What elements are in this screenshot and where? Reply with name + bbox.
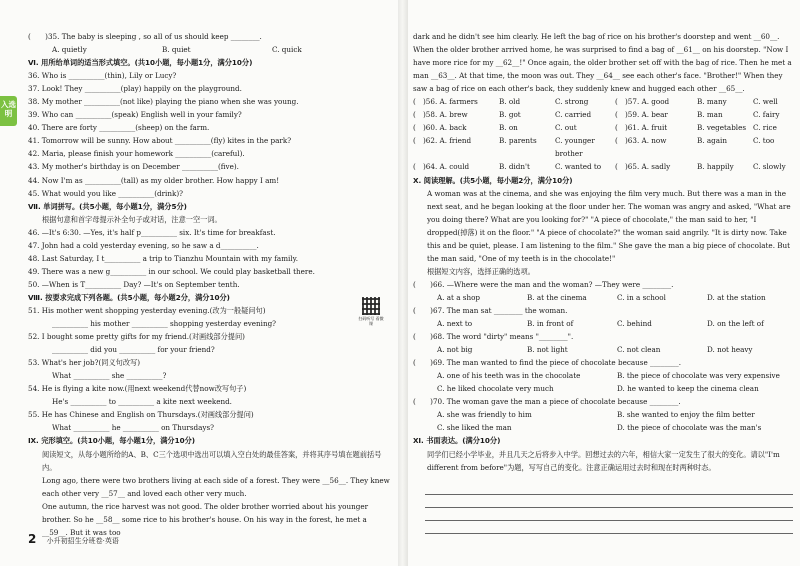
question-69-options-cd (413, 382, 793, 395)
choice: ( )58. A. brew (413, 110, 468, 120)
choice: C. out (555, 123, 577, 133)
question-70-options-cd (413, 421, 793, 434)
choice: ( )57. A. good (615, 97, 670, 107)
option: B. she wanted to enjoy the film better (617, 410, 755, 420)
question-66-options (413, 291, 793, 304)
option: C. she liked the man (437, 423, 512, 433)
question-67-options (413, 317, 793, 330)
cloze-paragraph-3: dark and he didn't see him clearly. He left the bag of rice on his brother's doorstep and went __60__. When the older brother arrived home, he was surprised to find a bag of __61__ on his doorstep. "Now I have more rice for my __62__!" Once again, the older brother set off with the bag of rice. Then he met a man __63__. At that time, the moon was out. They __64__ see each other's face. "Brother!" When they saw a bag of rice on each other's back, they suddenly knew and hugged each other __65__. (413, 32, 792, 94)
option: D. not heavy (707, 345, 753, 355)
question-36: 36. Who is __________(thin), Lily or Lucy? (28, 71, 177, 81)
section-8-title: Ⅷ. 按要求完成下列各题。(共5小题，每小题2分，满分10分) (28, 292, 230, 302)
choice: C. too (753, 136, 775, 146)
question-45: 45. What would you like __________(drink)? (28, 188, 183, 198)
option: B. quiet (162, 45, 191, 55)
option: A. one of his teeth was in the chocolate (437, 371, 581, 381)
choice: ( )60. A. back (413, 123, 467, 133)
option: A. at a shop (437, 292, 481, 302)
reading-instructions: 根据短文内容，选择正确的选项。 (427, 266, 535, 276)
answer-line[interactable] (425, 508, 793, 521)
question-51: 51. His mother went shopping yesterday evening.(改为一般疑问句) (28, 305, 266, 315)
question-53: 53. What's her job?(同义句改写) (28, 358, 141, 368)
choice: B. parents (499, 136, 537, 146)
choice: B. on (499, 123, 518, 133)
question-66: ( )66. —Where were the man and the woman? —They were ________. (413, 279, 674, 289)
choice: C. fairy (753, 110, 780, 120)
option: D. at the station (707, 292, 766, 302)
question-42: 42. Maria, please finish your homework __________(careful). (28, 149, 245, 159)
question-55-answer: What __________ he __________ on Thursdays? (52, 423, 214, 433)
question-50: 50. —When is T__________ Day? —It's on September tenth. (28, 279, 240, 289)
question-69: ( )69. The man wanted to find the piece of chocolate because ________. (413, 358, 682, 368)
choice: ( )59. A. bear (615, 110, 668, 120)
choice: ( )64. A. could (413, 162, 470, 172)
qr-code-icon[interactable] (362, 297, 380, 315)
cloze-choices (413, 95, 793, 173)
option: C. in a school (617, 292, 666, 302)
writing-instructions: 同学们已经小学毕业，并且几天之后将步入中学。回想过去的六年，相信大家一定发生了很大的变化。请以"I'm different from before"为题，写写自己的变化。注意正确运用过去时和现在时两种时态。 (427, 449, 780, 472)
section-7-instructions: 根据句意和首字母提示补全句子或对话，注意一空一词。 (42, 214, 222, 224)
question-55: 55. He has Chinese and English on Thursdays.(对画线部分提问) (28, 410, 254, 420)
section-7-title: Ⅶ. 单词拼写。(共5小题，每小题1分，满分5分) (28, 201, 187, 211)
choice-row (413, 121, 793, 134)
page-gutter (398, 0, 408, 566)
question-53-answer: What __________ she __________? (52, 371, 167, 381)
question-35-options (28, 43, 394, 56)
option: D. he wanted to keep the cinema clean (617, 384, 759, 394)
choice: C. rice (753, 123, 777, 133)
option: B. not light (527, 345, 568, 355)
question-70: ( )70. The woman gave the man a piece of chocolate because ________. (413, 397, 681, 407)
question-54: 54. He is flying a kite now.(用next weekend代替now改写句子) (28, 384, 247, 394)
qr-code-label: 扫码听写 看微课 (358, 316, 384, 326)
question-35: ( )35. The baby is sleeping , so all of us should keep ________. (28, 32, 262, 41)
question-70-options-ab (413, 408, 793, 421)
choice: B. happily (697, 162, 734, 172)
question-49: 49. There was a new g__________ in our school. We could play basketball there. (28, 266, 315, 276)
option: C. quick (272, 45, 302, 55)
question-52: 52. I bought some pretty gifts for my friend.(对画线部分提问) (28, 332, 245, 342)
choice-row (413, 108, 793, 121)
choice: B. old (499, 97, 521, 107)
reading-passage: A woman was at the cinema, and she was enjoying the film very much. But there was a man in the next seat, and he began looking at the floor under her. The woman was angry and asked, "What are you doing there? What are you looking for?" "A piece of chocolate," the man said to her, "I dropped(掉落) it on the floor." "A piece of chocolate?" the woman said angrily. "It is dirty now. Take this and be quiet, please. I am listening to the film." She gave the man a big piece of chocolate. But the man said, "One of my teeth is in the chocolate!" (427, 188, 791, 263)
section-9-instructions: 阅读短文，从每小题所给的A、B、C三个选项中选出可以填入空白处的最佳答案，并将其序号填在题前括号内。 (42, 449, 382, 472)
answer-line[interactable] (425, 495, 793, 508)
question-68: ( )68. The word "dirty" means "________". (413, 332, 574, 342)
option: A. quietly (52, 45, 87, 55)
choice: ( )56. A. farmers (413, 97, 478, 107)
option: A. she was friendly to him (437, 410, 532, 420)
question-41: 41. Tomorrow will be sunny. How about __________(fly) kites in the park? (28, 136, 292, 146)
question-40: 40. There are forty __________(sheep) on the farm. (28, 123, 210, 133)
option: A. next to (437, 319, 473, 329)
question-68-options (413, 343, 793, 356)
choice: C. wanted to (555, 162, 602, 172)
choice: B. many (697, 97, 727, 107)
cloze-paragraph-1: Long ago, there were two brothers living at each side of a forest. They were __56__. They knew each other very __57__ and loved each other very much. (42, 475, 390, 498)
choice: B. again (697, 136, 727, 146)
question-46: 46. —It's 6:30. —Yes, it's half p__________ six. It's time for breakfast. (28, 227, 276, 237)
footer-title: 小升初招生分班卷·英语 (46, 537, 119, 545)
page-footer (28, 532, 119, 546)
choice: ( )61. A. fruit (615, 123, 668, 133)
option: B. the piece of chocolate was very expensive (617, 371, 780, 381)
option: C. behind (617, 319, 652, 329)
option: D. the piece of chocolate was the man's (617, 423, 762, 433)
choice-row (413, 160, 793, 173)
side-tab: 入选明 (0, 96, 17, 126)
section-6-title: Ⅵ. 用所给单词的适当形式填空。(共10小题，每小题1分，满分10分) (28, 58, 253, 68)
choice: C. slowly (753, 162, 786, 172)
option: C. not clean (617, 345, 661, 355)
page-number: 2 (28, 532, 37, 546)
choice: ( )62. A. friend (413, 136, 472, 146)
question-69-options-ab (413, 369, 793, 382)
question-39: 39. Who can __________(speak) English well in your family? (28, 110, 242, 120)
question-52-answer: __________ did you __________ for your friend? (52, 345, 215, 355)
section-10-title: Ⅹ. 阅读理解。(共5小题，每小题2分，满分10分) (413, 175, 573, 185)
section-9-title: Ⅸ. 完形填空。(共10小题，每小题1分，满分10分) (28, 436, 196, 446)
writing-answer-lines[interactable] (425, 482, 793, 534)
question-67: ( )67. The man sat ________ the woman. (413, 305, 568, 315)
option: A. not big (437, 345, 473, 355)
option: B. at the cinema (527, 292, 587, 302)
choice-row (413, 134, 793, 160)
answer-line[interactable] (425, 482, 793, 495)
question-43: 43. My mother's birthday is on December __________(five). (28, 162, 239, 172)
choice: B. didn't (499, 162, 530, 172)
option: D. on the left of (707, 319, 764, 329)
option: B. in front of (527, 319, 574, 329)
choice: B. vegetables (697, 123, 747, 133)
section-11-title: Ⅺ. 书面表达。(满分10分) (413, 436, 501, 446)
question-54-answer: He's __________ to __________ a kite next weekend. (52, 397, 232, 407)
answer-line[interactable] (425, 521, 793, 534)
choice: C. strong (555, 97, 589, 107)
question-47: 47. John had a cold yesterday evening, so he saw a d__________. (28, 240, 259, 250)
choice: C. well (753, 97, 778, 107)
choice: ( )65. A. sadly (615, 162, 671, 172)
choice: B. man (697, 110, 723, 120)
choice: B. got (499, 110, 521, 120)
choice: C. younger brother (555, 136, 595, 159)
question-44: 44. Now I'm as __________(tall) as my older brother. How happy I am! (28, 175, 280, 185)
choice: ( )63. A. now (615, 136, 667, 146)
cloze-paragraph-2: One autumn, the rice harvest was not good. The older brother worried about his younger brother. So he __58__ some rice to his brother's house. On his way in the forest, he met a __59__. But it was too (42, 501, 369, 537)
question-51-answer: __________ his mother __________ shopping yesterday evening? (52, 319, 277, 329)
question-37: 37. Look! They __________(play) happily on the playground. (28, 84, 242, 94)
question-48: 48. Last Saturday, I t__________ a trip to Tianzhu Mountain with my family. (28, 253, 298, 263)
choice: C. carried (555, 110, 592, 120)
question-38: 38. My mother __________(not like) playing the piano when she was young. (28, 97, 299, 107)
choice-row (413, 95, 793, 108)
left-column (28, 0, 394, 566)
option: C. he liked chocolate very much (437, 384, 554, 394)
